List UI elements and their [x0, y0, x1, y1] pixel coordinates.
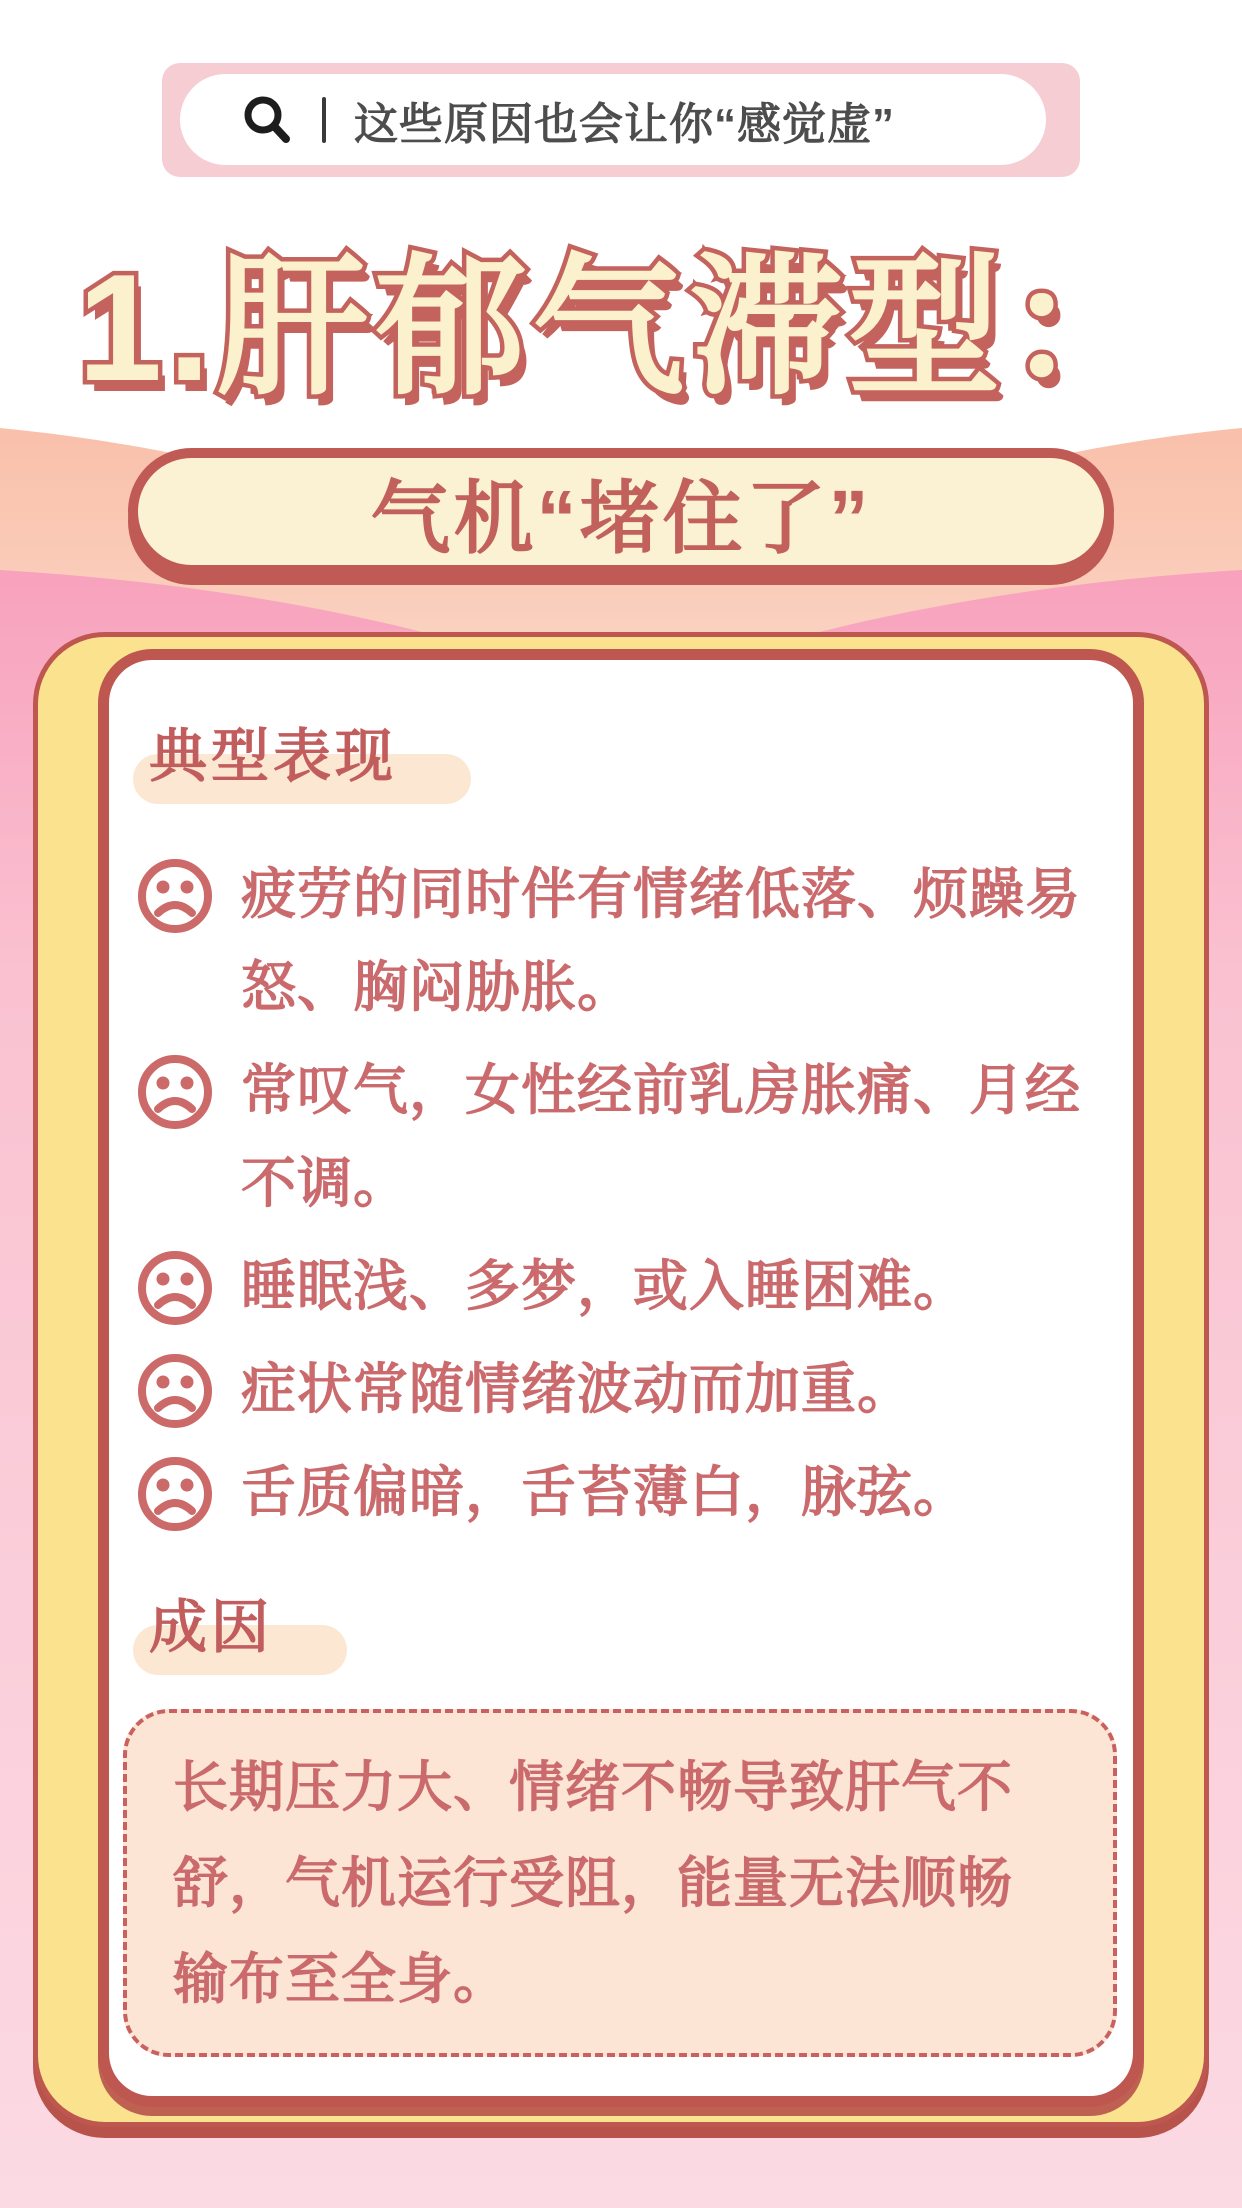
symptom-item	[135, 1044, 1111, 1230]
search-bar-container	[162, 63, 1080, 177]
content-card	[98, 649, 1144, 2107]
symptom-text: 舌质偏暗，舌苔薄白，脉弦。	[241, 1461, 970, 1523]
symptom-item	[135, 1240, 1111, 1333]
section-heading-cause: 成因	[149, 1597, 273, 1659]
cause-box	[123, 1709, 1117, 2057]
subtitle-badge	[128, 448, 1114, 575]
subtitle-text: 气机“堵住了”	[370, 474, 872, 563]
symptom-text: 疲劳的同时伴有情绪低落、烦躁易怒、胸闷胁胀。	[241, 863, 1082, 1018]
search-query-text: 这些原因也会让你“感觉虚”	[354, 99, 895, 149]
section-heading-symptoms: 典型表现	[149, 726, 397, 788]
search-input[interactable]	[180, 74, 1046, 165]
sad-face-icon	[135, 1248, 215, 1328]
symptom-text: 睡眠浅、多梦，或入睡困难。	[241, 1255, 970, 1317]
cause-text: 长期压力大、情绪不畅导致肝气不舒，气机运行受阻，能量无法顺畅输布至全身。	[173, 1756, 1014, 2010]
sad-face-icon	[135, 1454, 215, 1534]
symptom-text: 常叹气，女性经前乳房胀痛、月经不调。	[241, 1059, 1082, 1214]
content-card-frame	[33, 632, 1209, 2127]
symptom-item	[135, 848, 1111, 1034]
search-divider	[322, 97, 326, 143]
sad-face-icon	[135, 1351, 215, 1431]
sad-face-icon	[135, 1052, 215, 1132]
symptom-item	[135, 1446, 1111, 1539]
symptom-list	[135, 848, 1111, 1539]
page-title: 1.肝郁气滞型：	[77, 243, 1165, 413]
magnifier-icon	[240, 93, 294, 147]
symptom-item	[135, 1343, 1111, 1436]
sad-face-icon	[135, 856, 215, 936]
symptom-text: 症状常随情绪波动而加重。	[241, 1358, 914, 1420]
